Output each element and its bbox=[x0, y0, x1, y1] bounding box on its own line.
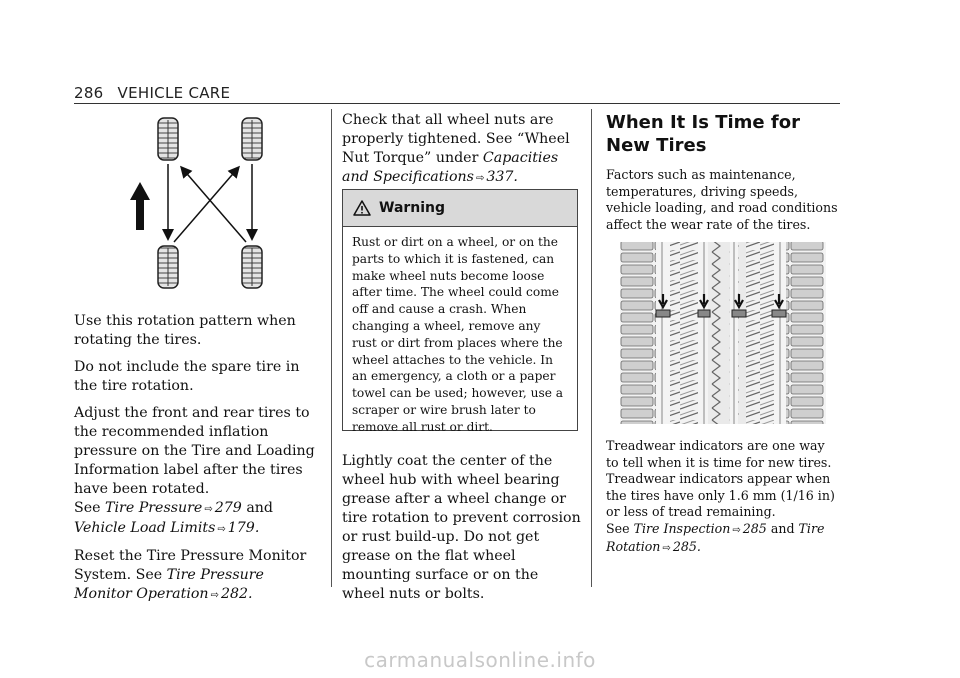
warning-triangle-icon bbox=[353, 200, 371, 216]
column-3-bottom bbox=[606, 438, 840, 566]
page-ref-icon: ⇨ bbox=[732, 524, 741, 536]
tire-rotation-diagram bbox=[126, 112, 276, 292]
paragraph-reset-tpms: Reset the Tire Pressure Monitor System. See Tire Pressure Monitor Operation ⇨ 282. bbox=[74, 548, 307, 602]
header-rule bbox=[74, 103, 840, 104]
link-tire-inspection[interactable]: Tire Inspection bbox=[633, 520, 731, 536]
tread-rib-2 bbox=[746, 242, 774, 424]
link-tpms-operation[interactable]: Tire Pressure Monitor Operation bbox=[74, 567, 264, 602]
paragraph-treadwear-indicators: Treadwear indicators are one way to tell when it is time for new tires. Treadwear indicators appear when the tires have only 1.6 mm (1/16 in) or less of tread remaining. bbox=[606, 438, 835, 519]
warning-header bbox=[343, 190, 577, 227]
front-direction-arrow-icon bbox=[130, 182, 150, 230]
watermark: carmanualsonline.info bbox=[364, 648, 596, 672]
page-ref-282[interactable]: 282. bbox=[220, 586, 253, 602]
column-2-intro bbox=[342, 111, 582, 196]
arrow-rear-right-to-front-left bbox=[182, 168, 246, 242]
tread-center-1 bbox=[708, 242, 730, 424]
tread-rib-1 bbox=[670, 242, 698, 424]
column-1 bbox=[74, 312, 326, 613]
tread-shoulder-right bbox=[786, 242, 824, 424]
column-3-top bbox=[606, 111, 840, 241]
reference-tire-pressure: See Tire Pressure ⇨ 279 and Vehicle Load Limits ⇨ 179. bbox=[74, 500, 274, 536]
page-ref-icon: ⇨ bbox=[210, 590, 219, 601]
page-ref-279[interactable]: 279 bbox=[214, 500, 242, 516]
paragraph-wear-factors: Factors such as maintenance, temperatures, driving speeds, vehicle loading, and road conditions affect the wear rate of the tires. bbox=[606, 167, 838, 232]
column-divider-right bbox=[591, 109, 592, 587]
reference-tire-inspection: See Tire Inspection ⇨ 285 and Tire Rotation ⇨ 285. bbox=[606, 520, 825, 554]
paragraph-rotation-pattern: Use this rotation pattern when rotating the tires. bbox=[74, 313, 296, 348]
paragraph-hub-grease: Lightly coat the center of the wheel hub with wheel bearing grease after a wheel change or tire rotation to prevent corrosion or rust build-up. Do not get grease on the flat wheel mounting surface or on the wheel nuts or bolts. bbox=[342, 453, 581, 602]
paragraph-spare-tire: Do not include the spare tire in the tire rotation. bbox=[74, 359, 300, 394]
treadwear-indicator-illustration bbox=[620, 240, 826, 426]
arrow-rear-left-to-front-right bbox=[174, 168, 238, 242]
paragraph-wheel-nuts: Check that all wheel nuts are properly tightened. See “Wheel Nut Torque” under Capacities and Specifications ⇨ 337. bbox=[342, 112, 570, 185]
column-divider-left bbox=[331, 109, 332, 587]
warning-box bbox=[342, 189, 578, 434]
tread-shoulder-left bbox=[620, 242, 656, 424]
tire-rear-right bbox=[242, 246, 262, 288]
page-ref-179[interactable]: 179. bbox=[227, 520, 260, 536]
page-ref-337[interactable]: 337. bbox=[486, 169, 518, 185]
page-ref-285b[interactable]: 285. bbox=[672, 539, 701, 554]
page-number: 286 bbox=[74, 84, 104, 102]
page-ref-icon: ⇨ bbox=[475, 173, 485, 184]
tire-front-right bbox=[242, 118, 262, 160]
page-header bbox=[74, 84, 230, 102]
link-capacities-specifications[interactable]: Capacities and Specifications bbox=[342, 150, 559, 185]
column-2-body bbox=[342, 452, 582, 612]
tire-front-left bbox=[158, 118, 178, 160]
paragraph-adjust-pressure: Adjust the front and rear tires to the recommended inflation pressure on the Tire and Loading Information label after the tires have been rotated. bbox=[74, 405, 315, 497]
page-ref-285a[interactable]: 285 bbox=[742, 520, 767, 536]
page-ref-icon: ⇨ bbox=[662, 543, 671, 554]
section-title: VEHICLE CARE bbox=[117, 84, 231, 102]
page-ref-icon: ⇨ bbox=[204, 504, 213, 515]
link-vehicle-load-limits[interactable]: Vehicle Load Limits bbox=[74, 520, 216, 536]
warning-text: Rust or dirt on a wheel, or on the parts to which it is fastened, can make wheel nuts become loose after time. The wheel could come off and cause a crash. When changing a wheel, remove any rust or dirt from places where the wheel attaches to the vehicle. In an emergency, a cloth or a paper towel can be used; however, use a scraper or wire brush later to remove all rust or dirt. bbox=[352, 235, 564, 434]
warning-title: Warning bbox=[379, 200, 446, 216]
link-tire-rotation[interactable]: Tire Rotation bbox=[606, 520, 825, 554]
link-tire-pressure[interactable]: Tire Pressure bbox=[105, 500, 203, 516]
tire-rear-left bbox=[158, 246, 178, 288]
page-ref-icon: ⇨ bbox=[217, 524, 226, 535]
section-heading-new-tires: When It Is Time for New Tires bbox=[606, 112, 800, 156]
